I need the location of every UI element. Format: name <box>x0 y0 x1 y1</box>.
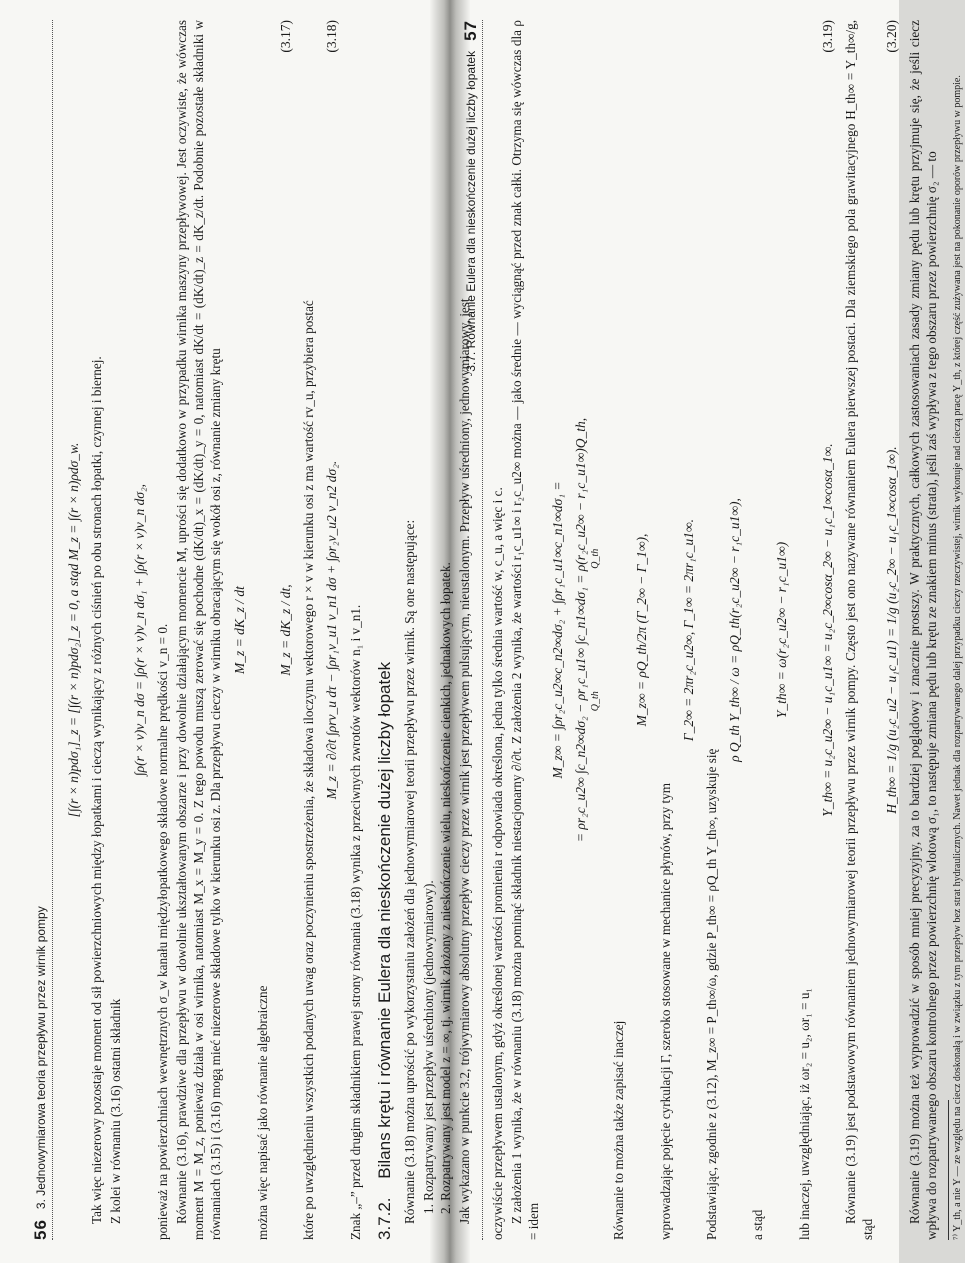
paragraph: Równanie (3.19) jest podstawowym równaniem jednowymiarowej teorii przepływu przez wirnik pompy. Często jest ono nazywane równaniem Eulera pierwszej postaci. Dla ziemskiego pola grawitacyjnego H_th∞ = Y_th∞/g, stąd <box>843 20 876 1240</box>
section-heading <box>374 20 395 1240</box>
paragraph: Z kolei w równaniu (3.16) ostatni składnik <box>108 998 124 1224</box>
paragraph: a stąd <box>750 1209 766 1240</box>
paragraph: można więc napisać jako równanie algebraiczne <box>254 985 270 1240</box>
formula-text: Y_th∞ = u₂c_u2∞ − u₁c_u1∞ = u₂c_2∞cosα_2∞ − u₁c_1∞cosα_1∞. <box>820 443 836 817</box>
paragraph: które po uwzględnieniu wszystkich podanych uwag oraz poczynieniu spostrzeżenia, że składowa iloczynu wektorowego r × v w kierunku osi z ma wartość rv_u, przybiera postać <box>301 300 317 1240</box>
formula-left-1: [∫(r × n)pdσ₁]_z = [∫(r × n)pdσ₂]_z = 0, a stąd M_z = ∫(r × n)ρdσ_w. <box>66 442 81 818</box>
section-title: Bilans krętu i równanie Eulera dla nieskończenie dużej liczby łopatek <box>374 661 394 1179</box>
left-running-head: 3. Jednowymiarowa teoria przepływu przez wirnik pompy <box>34 906 48 1210</box>
formula-right-4: Γ_2∞ = 2πr₂c_u2∞, Γ_1∞ = 2πr₁c_u1∞. <box>680 518 696 742</box>
list-item: 2. Rozpatrywany jest model z = ∞, tj. wirnik złożony z nieskończenie wielu, nieskończenie cienkich, jednakowych łopatek. <box>438 562 454 1214</box>
paragraph: oczywiście przepływem ustalonym, gdyż określonej wartości promienia r odpowiada określona, jedna tylko średnia wartość w, c_u, a więc i c. <box>490 487 505 1240</box>
equation-number: (3.17) <box>278 20 294 53</box>
formula-right-6: Y_th∞ = ω(r₂c_u2∞ − r₁c_u1∞) <box>773 541 789 719</box>
formula-text: H_th∞ = 1/g (u₂c_u2 − u₁c_u1) = 1/g (u₂c_2∞ − u₁c_1∞cosα_1∞). <box>883 446 899 814</box>
equation-number: (3.20) <box>883 20 899 53</box>
left-body <box>53 20 474 1240</box>
formula-left-3b <box>277 20 294 1240</box>
assumption-list <box>420 20 454 1240</box>
paragraph: Znak „–” przed drugim składnikiem prawej strony równania (3.18) wynika z przeciwnych zwrotów wektorów n₁ i v_n1. <box>347 604 363 1240</box>
paragraph: Z założenia 1 wynika, że w równaniu (3.18) można pominąć składnik niestacjonarny ∂/∂t. Z założenia 2 wynika, że wartości r₁c_u1∞ i r₂c_u2∞ można — jako średnie — wyciągnąć przed znak całki. Otrzyma się wówczas dla ρ = idem <box>509 20 542 1240</box>
formula-right-1: M_z∞ = ∫ρr₂c_u2∞c_n2∞dσ₂ + ∫ρr₁c_u1∞c_n1∞dσ₁ = <box>549 481 565 779</box>
footnote: ⁷⁾ Y_th, a nie Y — ze względu na ciecz doskonałą i w związku z tym przepływ bez strat hydraulicznych. Nawet jednak dla rozpatrywanego dalej przypadku cieczy rzeczywistej, wirnik wykonuje nad cieczą pracę Y_th, z której część zużywana jest na pokonanie oporów przepływu w pompie. <box>952 75 964 1240</box>
formula-text: M_z = ∂/∂t ∫ρrv_u dτ − ∫ρr₁v_u1 v_n1 dσ + ∫ρr₂v_u2 v_n2 dσ₂. <box>324 460 340 800</box>
formula-right-8 <box>883 20 900 1240</box>
formula-text: M_z = dK_z / dt, <box>278 584 294 676</box>
section-number: 3.7.2. <box>374 1197 394 1240</box>
underbrace-label: Q_th <box>590 548 602 569</box>
paragraph: Jak wykazano w punkcie 3.2, trójwymiarowy absolutny przepływ cieczy przez wirnik jest przepływem pulsującym, nieustalonym. Przepływ uśredniony, jednowymiarowy, jest <box>457 298 473 1224</box>
right-body <box>483 20 965 1240</box>
footnote-rule <box>948 1100 949 1240</box>
paragraph: Równanie (3.18) można uprościć po wykorzystaniu założeń dla jednowymiarowej teorii przepływu przez wirnik. Są one następujące: <box>401 519 417 1224</box>
formula-right-3: M_z∞ = ρQ_th/2π (Γ_2∞ − Γ_1∞), <box>634 533 650 727</box>
list-item: 1. Rozpatrywany jest przepływ uśredniony (jednowymiarowy). <box>421 880 437 1214</box>
formula-text: = ρr₂c_u2∞ ∫c_n2∞dσ₂ − ρr₁c_u1∞ ∫c_n1∞dσ₁ = ρ(r₂c_u2∞ − r₁c_u1∞)Q_th, <box>572 417 588 843</box>
right-header <box>460 20 483 1240</box>
paragraph: Podstawiając, zgodnie z (3.12), M_z∞ = P_th∞/ω, gdzie P_th∞ = ρQ_th Y_th∞, uzyskuje się <box>704 748 720 1240</box>
equation-number: (3.19) <box>820 20 836 53</box>
left-page-number: 56 <box>31 1219 50 1240</box>
left-header <box>30 20 53 1240</box>
right-page-number: 57 <box>461 20 480 41</box>
paragraph: Równanie (3.16), prawdziwe dla przepływu w dowolnie ukształtowanym obszarze i przy dowolnie działającym momencie M, uprości się dodatkowo w przypadku wirnika maszyny przepływowej. Jest oczywiste, że wówczas moment M = M_z, ponieważ działa w osi wirnika, natomiast M_x = M_y = 0. Z tego powodu muszą zerować się pochodne (dK/dt)_x = (dK/dt)_y = 0, natomiast dK/dt = (dK/dt)_z = dK_z/dt. Podobnie pozostałe składniki w równaniach (3.15) i (3.16) mogą mieć niezerowe składowe tylko w kierunku osi z. Dla przepływu cieczy w wirniku obracającym się wokół osi z, równanie zmiany krętu <box>174 20 224 1240</box>
underbrace-label: Q_th <box>590 691 602 712</box>
paragraph: ponieważ na powierzchniach wewnętrznych σ_w kanału międzyłopatkowego składowe normalne prędkości v_n = 0. <box>154 623 170 1240</box>
right-running-head: 3.7. Równanie Eulera dla nieskończenie dużej liczby łopatek <box>464 50 478 372</box>
formula-left-2: ∫ρ(r × v)v_n dσ = ∫ρ(r × v)v_n dσ₁ + ∫ρ(r × v)v_n dσ₂, <box>131 483 147 777</box>
formula-left-4 <box>323 20 340 1240</box>
paragraph: Tak więc niezerowy pozostaje moment od sił powierzchniowych między łopatkami i cieczą wynikający z różnych ciśnień po obu stronach łopatki, czynnej i biernej. <box>89 356 105 1224</box>
paragraph: wprowadzając pojęcie cyrkulacji Γ, szeroko stosowane w mechanice płynów, przy tym <box>657 782 673 1240</box>
right-page <box>460 20 964 1240</box>
formula-right-2 <box>572 20 604 1240</box>
formula-right-5: ρ Q_th Y_th∞ / ω = ρQ_th(r₂c_u2∞ − r₁c_u1∞), <box>727 498 743 762</box>
formula-left-3: M_z = dK_z / dt <box>231 586 247 674</box>
paragraph: Równanie (3.19) można też wyprowadzić w sposób mniej precyzyjny, za to bardziej poglądowy i znacznie prostszy. W praktycznych, całkowych zastosowaniach zasady zmiany pędu lub krętu przyjmuje się, że jeśli ciecz wpływa do rozpatrywanego obszaru kontrolnego przez powierzchnię wlotową σ₁, to następuje zmiana pędu lub krętu ze znakiem minus (strata), jeśli zaś wypływa z tego obszaru przez powierzchnię σ₂ — to <box>906 20 940 1240</box>
formula-right-7 <box>819 20 836 1240</box>
paragraph: Równanie to można także zapisać inaczej <box>611 1020 627 1240</box>
paragraph: lub inaczej, uwzględniając, iż ωr₂ = u₂, ωr₁ = u₁ <box>796 987 812 1240</box>
equation-number: (3.18) <box>324 20 340 53</box>
